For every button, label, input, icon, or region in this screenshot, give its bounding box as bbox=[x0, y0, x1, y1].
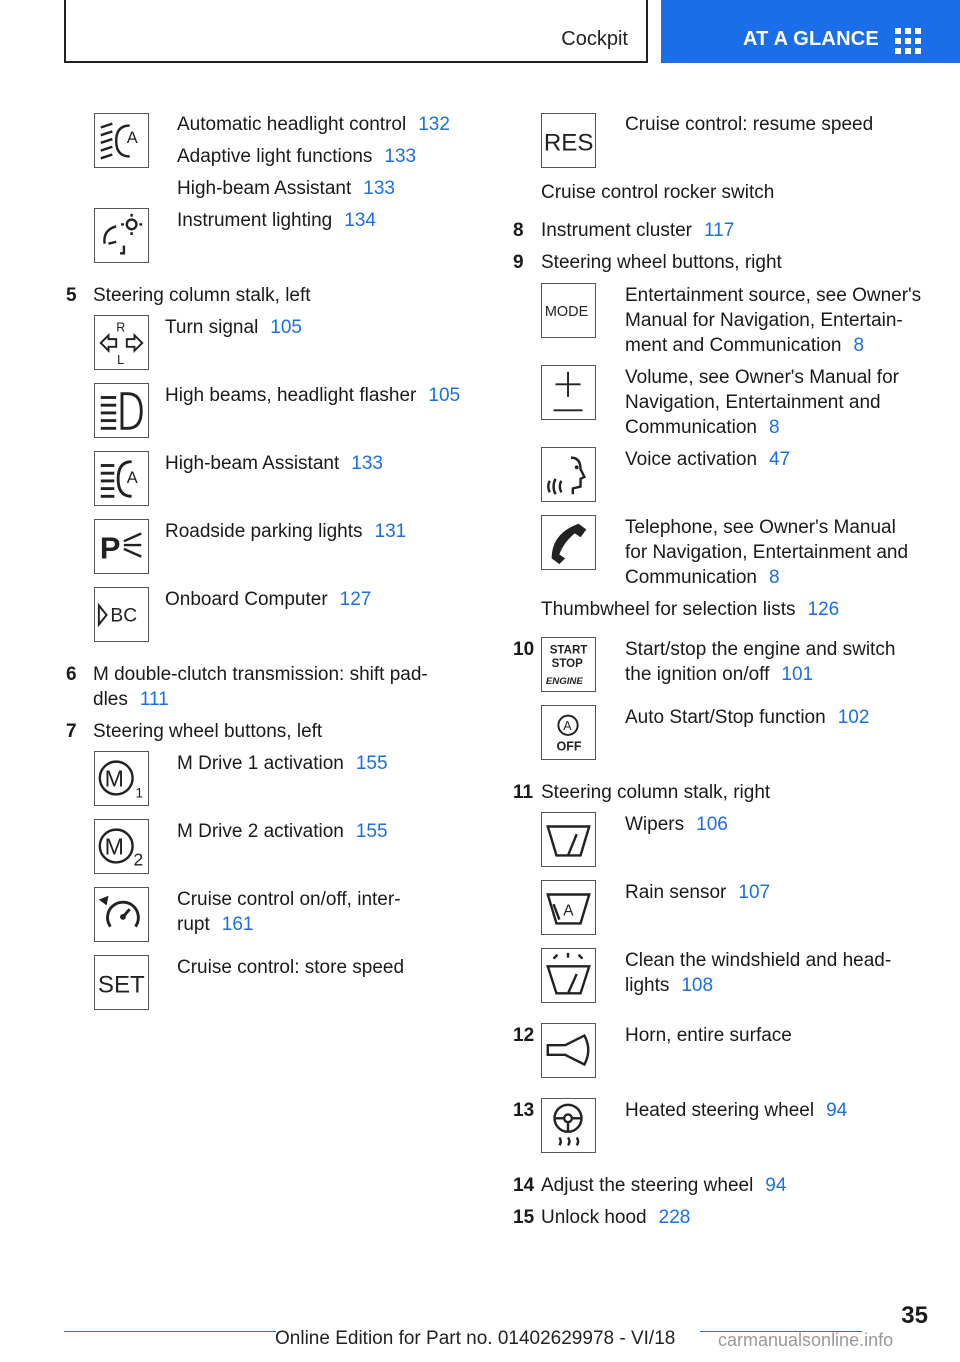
item-number-9: 9 bbox=[513, 252, 524, 273]
entry-start-stop-line2[interactable]: the ignition on/off 101 bbox=[625, 664, 814, 685]
svg-text:A: A bbox=[563, 902, 574, 920]
svg-text:A: A bbox=[126, 468, 138, 487]
entry-instrument-lighting[interactable]: Instrument lighting 134 bbox=[177, 210, 376, 231]
mode-icon bbox=[541, 283, 596, 338]
auto-start-stop-icon bbox=[541, 705, 596, 760]
entry-cruise-onoff-line1: Cruise control on/off, inter- bbox=[177, 889, 401, 910]
item-number-15: 15 bbox=[513, 1207, 535, 1228]
grid-icon bbox=[895, 28, 921, 54]
automatic-headlight-icon bbox=[94, 113, 149, 168]
item-5-label: Steering column stalk, left bbox=[93, 285, 311, 306]
entry-cruise-set: Cruise control: store speed bbox=[177, 957, 405, 978]
entry-adaptive-light[interactable]: Adaptive light functions 133 bbox=[177, 146, 417, 167]
telephone-icon bbox=[541, 515, 596, 570]
svg-text:M: M bbox=[104, 833, 124, 860]
start-stop-engine-icon bbox=[541, 637, 596, 692]
item-number-8: 8 bbox=[513, 220, 524, 241]
turn-signal-icon bbox=[94, 315, 149, 370]
heated-steering-wheel-icon bbox=[541, 1098, 596, 1153]
onboard-computer-icon bbox=[94, 587, 149, 642]
entry-onboard-computer[interactable]: Onboard Computer 127 bbox=[165, 589, 372, 610]
svg-text:P: P bbox=[99, 530, 121, 566]
voice-activation-icon bbox=[541, 447, 596, 502]
entry-wipers[interactable]: Wipers 106 bbox=[625, 814, 728, 835]
entry-cruise-res: Cruise control: resume speed bbox=[625, 114, 874, 135]
entry-adjust-steering-wheel[interactable]: Adjust the steering wheel 94 bbox=[541, 1175, 787, 1196]
high-beam-assistant-icon bbox=[94, 451, 149, 506]
entry-thumbwheel[interactable]: Thumbwheel for selection lists 126 bbox=[541, 599, 840, 620]
item-number-11: 11 bbox=[513, 782, 534, 803]
header-chapter-title: AT A GLANCE bbox=[743, 28, 879, 50]
footer-rule-left bbox=[64, 1331, 276, 1332]
entry-clean-line2[interactable]: lights 108 bbox=[625, 975, 714, 996]
entry-telephone-line3[interactable]: Communication 8 bbox=[625, 567, 780, 588]
svg-text:A: A bbox=[126, 128, 138, 147]
cruise-set-icon bbox=[94, 955, 149, 1010]
parking-lights-icon bbox=[94, 519, 149, 574]
entry-high-beams[interactable]: High beams, headlight flasher 105 bbox=[165, 385, 461, 406]
item-11-label: Steering column stalk, right bbox=[541, 782, 771, 803]
m-drive-1-icon bbox=[94, 751, 149, 806]
wipers-icon bbox=[541, 812, 596, 867]
item-number-5: 5 bbox=[66, 285, 77, 306]
entry-heated-steering-wheel[interactable]: Heated steering wheel 94 bbox=[625, 1100, 848, 1121]
entry-horn: Horn, entire surface bbox=[625, 1025, 792, 1046]
svg-text:STOP: STOP bbox=[551, 657, 583, 670]
entry-auto-start-stop[interactable]: Auto Start/Stop function 102 bbox=[625, 707, 870, 728]
svg-text:2: 2 bbox=[133, 849, 144, 870]
cruise-control-onoff-icon bbox=[94, 887, 149, 942]
entry-start-stop-line1: Start/stop the engine and switch bbox=[625, 639, 896, 660]
svg-text:ENGINE: ENGINE bbox=[545, 676, 583, 688]
footer-edition: Online Edition for Part no. 01402629978 - VI/18 bbox=[275, 1328, 676, 1349]
svg-text:MODE: MODE bbox=[544, 303, 589, 320]
entry-rain-sensor[interactable]: Rain sensor 107 bbox=[625, 882, 771, 903]
rain-sensor-icon bbox=[541, 880, 596, 935]
horn-icon bbox=[541, 1023, 596, 1078]
item-number-14: 14 bbox=[513, 1175, 535, 1196]
volume-icon bbox=[541, 365, 596, 420]
header-section-title: Cockpit bbox=[561, 28, 628, 50]
header-section-box bbox=[64, 0, 648, 63]
item-9-label: Steering wheel buttons, right bbox=[541, 252, 782, 273]
item-number-7: 7 bbox=[66, 721, 77, 742]
svg-text:1: 1 bbox=[135, 785, 143, 801]
entry-m-drive-1[interactable]: M Drive 1 activation 155 bbox=[177, 753, 388, 774]
item-number-13: 13 bbox=[513, 1100, 535, 1121]
header-chapter-tab[interactable] bbox=[661, 0, 960, 63]
m-drive-2-icon bbox=[94, 819, 149, 874]
entry-mode-line2: Manual for Navigation, Entertain- bbox=[625, 310, 903, 331]
entry-high-beam-assistant-2[interactable]: High-beam Assistant 133 bbox=[165, 453, 383, 474]
page-number: 35 bbox=[901, 1302, 928, 1329]
entry-telephone-line1: Telephone, see Owner's Manual bbox=[625, 517, 896, 538]
item-number-10: 10 bbox=[513, 639, 535, 660]
cruise-res-icon bbox=[541, 113, 596, 168]
svg-text:START: START bbox=[549, 644, 588, 657]
high-beam-icon bbox=[94, 383, 149, 438]
svg-text:BC: BC bbox=[110, 605, 138, 627]
entry-voice-activation[interactable]: Voice activation 47 bbox=[625, 449, 791, 470]
entry-volume-line2: Navigation, Entertainment and bbox=[625, 392, 881, 413]
entry-telephone-line2: for Navigation, Entertainment and bbox=[625, 542, 909, 563]
item-6-line2[interactable]: dles 111 bbox=[93, 689, 169, 710]
svg-text:SET: SET bbox=[97, 971, 145, 999]
entry-volume-line3[interactable]: Communication 8 bbox=[625, 417, 780, 438]
entry-m-drive-2[interactable]: M Drive 2 activation 155 bbox=[177, 821, 388, 842]
entry-unlock-hood[interactable]: Unlock hood 228 bbox=[541, 1207, 691, 1228]
item-number-6: 6 bbox=[66, 664, 77, 685]
entry-clean-line1: Clean the windshield and head- bbox=[625, 950, 892, 971]
svg-text:A: A bbox=[563, 719, 572, 734]
entry-roadside-parking[interactable]: Roadside parking lights 131 bbox=[165, 521, 407, 542]
instrument-lighting-icon bbox=[94, 208, 149, 263]
entry-automatic-headlight[interactable]: Automatic headlight control 132 bbox=[177, 114, 450, 135]
footer-watermark: carmanualsonline.info bbox=[718, 1330, 894, 1350]
entry-volume-line1: Volume, see Owner's Manual for bbox=[625, 367, 899, 388]
svg-text:L: L bbox=[117, 353, 125, 368]
svg-text:R: R bbox=[116, 320, 126, 335]
entry-instrument-cluster[interactable]: Instrument cluster 117 bbox=[541, 220, 735, 241]
entry-turn-signal[interactable]: Turn signal 105 bbox=[165, 317, 302, 338]
washer-icon bbox=[541, 948, 596, 1003]
item-6-line1: M double-clutch transmission: shift pad- bbox=[93, 664, 428, 685]
svg-text:OFF: OFF bbox=[556, 739, 582, 754]
svg-text:RES: RES bbox=[543, 129, 594, 157]
item-number-12: 12 bbox=[513, 1025, 535, 1046]
svg-text:M: M bbox=[104, 765, 124, 792]
entry-mode-line3[interactable]: ment and Communication 8 bbox=[625, 335, 865, 356]
entry-rocker-switch: Cruise control rocker switch bbox=[541, 182, 775, 203]
entry-mode-line1: Entertainment source, see Owner's bbox=[625, 285, 922, 306]
entry-cruise-onoff-line2[interactable]: rupt 161 bbox=[177, 914, 254, 935]
entry-high-beam-assistant[interactable]: High-beam Assistant 133 bbox=[177, 178, 395, 199]
item-7-label: Steering wheel buttons, left bbox=[93, 721, 323, 742]
